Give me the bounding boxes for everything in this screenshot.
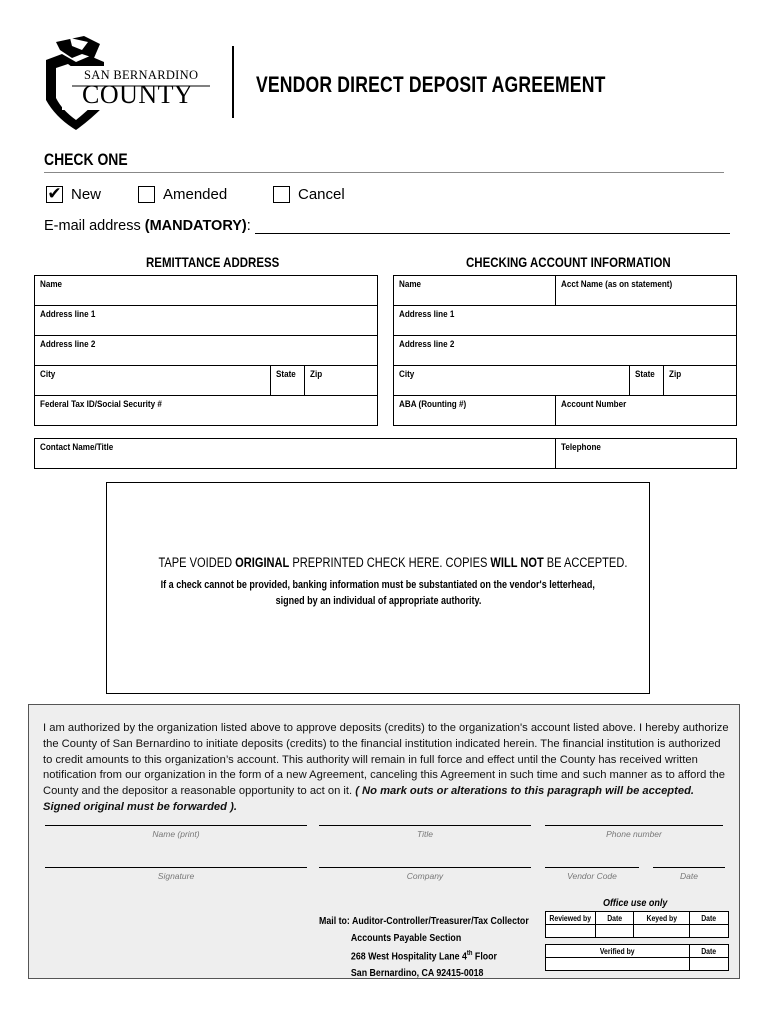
remit-taxid-label: Federal Tax ID/Social Security # — [40, 399, 162, 409]
verified-by-cell[interactable] — [546, 958, 690, 971]
chk-zip-field[interactable] — [664, 366, 737, 396]
date-label-3: Date — [701, 946, 717, 956]
name-print-line[interactable] — [45, 825, 307, 826]
company-line[interactable] — [319, 867, 531, 868]
tape-note-2 — [107, 595, 649, 607]
office-use-title: Office use only — [603, 898, 668, 909]
tape-note-signed: signed — [275, 595, 305, 607]
tape-note-must: must — [381, 579, 404, 591]
company-label: Company — [406, 871, 444, 881]
chk-name-label: Name — [399, 279, 422, 289]
county-logo — [42, 36, 217, 132]
option-cancel-label: Cancel — [298, 186, 345, 203]
checkbox-amended[interactable] — [138, 186, 155, 203]
date-header-3 — [690, 945, 729, 958]
chk-address1-label: Address line 1 — [399, 309, 455, 319]
chk-address2-label: Address line 2 — [399, 339, 455, 349]
date-header-2 — [690, 912, 729, 925]
email-field[interactable] — [255, 220, 730, 234]
remit-name-field[interactable] — [35, 276, 378, 306]
tape-note-2b: by an individual of appropriate authority. — [304, 595, 481, 607]
check-one-heading: CHECK ONE — [44, 150, 128, 169]
contact-name-label: Contact Name/Title — [40, 442, 114, 452]
email-mandatory: (MANDATORY) — [144, 218, 247, 234]
authorization-panel — [28, 704, 740, 979]
signature-line[interactable] — [45, 867, 307, 868]
chk-city-label: City — [399, 369, 415, 379]
section-divider — [44, 172, 724, 173]
remit-address2-field[interactable] — [35, 336, 378, 366]
option-new-label: New — [71, 186, 102, 203]
date-label-2: Date — [701, 913, 717, 923]
tape-instruction — [107, 555, 649, 570]
mail-to-line2: Accounts Payable Section — [350, 931, 462, 944]
date-cell-2[interactable] — [690, 925, 729, 938]
authorization-emphasis: ( No mark outs or alterations to this paragraph will be accepted. Signed original must be forwarded ). — [43, 785, 695, 813]
mail-to-line4: San Bernardino, CA 92415-0018 — [350, 967, 484, 979]
reviewed-by-cell[interactable] — [546, 925, 596, 938]
chk-acctname-label: Acct Name (as on statement) — [561, 279, 673, 289]
mail-to-line3-sup: th — [466, 950, 473, 957]
signature-label: Signature — [157, 871, 195, 881]
date-header-1 — [596, 912, 634, 925]
date-label: Date — [680, 871, 698, 881]
date-cell-3[interactable] — [690, 958, 729, 971]
mail-to-line3-floor: Floor — [472, 950, 497, 963]
remit-address1-label: Address line 1 — [40, 309, 96, 319]
mail-to-label: Mail to: — [319, 915, 352, 927]
keyed-by-cell[interactable] — [634, 925, 690, 938]
keyed-by-header — [634, 912, 690, 925]
remit-address2-label: Address line 2 — [40, 339, 96, 349]
chk-state-label: State — [635, 369, 655, 379]
email-label: E-mail address — [44, 218, 145, 234]
checking-heading: CHECKING ACCOUNT INFORMATION — [466, 254, 671, 270]
check-tape-area — [106, 482, 650, 694]
remit-state-label: State — [276, 369, 296, 379]
remit-zip-field[interactable] — [305, 366, 378, 396]
keyed-by-label: Keyed by — [646, 913, 677, 923]
name-print-label: Name (print) — [152, 829, 200, 839]
tape-text-will-not: WILL NOT — [490, 555, 544, 570]
authorization-text — [43, 721, 733, 816]
chk-account-number-label: Account Number — [561, 399, 627, 409]
mail-to-line3: 268 West Hospitality Lane 4 — [350, 950, 467, 963]
form-title: VENDOR DIRECT DEPOSIT AGREEMENT — [256, 72, 606, 97]
chk-address1-field[interactable] — [394, 306, 737, 336]
vendor-code-line[interactable] — [545, 867, 639, 868]
remit-address1-field[interactable] — [35, 306, 378, 336]
logo-text-bottom: COUNTY — [82, 80, 194, 109]
remit-city-field[interactable] — [35, 366, 271, 396]
chk-aba-label: ABA (Rounting #) — [399, 399, 467, 409]
tape-text-5: BE ACCEPTED. — [543, 555, 628, 570]
chk-acctname-field[interactable] — [556, 276, 737, 306]
contact-table — [34, 438, 737, 469]
remittance-address-table — [34, 275, 378, 426]
date-line[interactable] — [653, 867, 725, 868]
tape-note-1c: be substantiated on the vendor's letterhead, — [403, 579, 596, 591]
checkbox-cancel[interactable] — [273, 186, 290, 203]
date-label-1: Date — [607, 913, 622, 923]
chk-name-field[interactable] — [394, 276, 556, 306]
checkbox-new[interactable] — [46, 186, 63, 203]
title-divider — [232, 46, 234, 118]
remit-state-field[interactable] — [271, 366, 305, 396]
office-use-table-2 — [545, 944, 729, 971]
contact-name-field[interactable] — [35, 439, 556, 469]
reviewed-by-header — [546, 912, 596, 925]
chk-zip-label: Zip — [669, 369, 682, 379]
tape-note-1a: If a check cannot be provided, banking information — [160, 579, 382, 591]
phone-label: Phone number — [606, 829, 662, 839]
checking-account-table — [393, 275, 737, 426]
chk-city-field[interactable] — [394, 366, 630, 396]
email-row — [44, 218, 730, 234]
authorization-paragraph: I am authorized by the organization listed above to approve deposits (credits) to the organization's account listed above. I hereby authorize the County of San Bernardino to initiate deposits (credits) to the financial institution indicated herein. The financial institution is authorized to credit amounts to this organization’s account. This authority will remain in full force and effect until the County has received written notification from our organization in the form of a new Agreement, canceling this Agreement in such time and such manner as to afford the County and the depositor a reasonable opportunity to act on it. — [43, 722, 729, 798]
tape-text-original: ORIGINAL — [235, 555, 290, 570]
logo-text-top: SAN BERNARDINO — [84, 68, 199, 82]
checkmark-icon: ✔ — [47, 184, 62, 203]
mail-to-block — [319, 913, 569, 982]
verified-by-label: Verified by — [600, 946, 635, 956]
chk-aba-field[interactable] — [394, 396, 556, 426]
vendor-code-label: Vendor Code — [567, 871, 617, 881]
phone-line[interactable] — [545, 825, 723, 826]
reviewed-by-label: Reviewed by — [549, 913, 592, 923]
option-new[interactable] — [46, 186, 101, 203]
mail-to-line1: Auditor-Controller/Treasurer/Tax Collector — [351, 915, 529, 927]
email-colon: : — [246, 218, 251, 234]
chk-address2-field[interactable] — [394, 336, 737, 366]
verified-by-header — [546, 945, 690, 958]
date-cell-1[interactable] — [596, 925, 634, 938]
telephone-field[interactable] — [556, 439, 737, 469]
title-line[interactable] — [319, 825, 531, 826]
option-amended-label: Amended — [163, 186, 228, 203]
title-label: Title — [417, 829, 433, 839]
tape-text-1: TAPE VOIDED — [158, 555, 236, 570]
office-use-table-1 — [545, 911, 729, 938]
tape-text-3: PREPRINTED CHECK HERE. COPIES — [289, 555, 491, 570]
chk-state-field[interactable] — [630, 366, 664, 396]
remit-city-label: City — [40, 369, 56, 379]
tape-note-1 — [107, 579, 649, 591]
chk-account-number-field[interactable] — [556, 396, 737, 426]
option-amended[interactable] — [138, 186, 227, 203]
telephone-label: Telephone — [561, 442, 601, 452]
remit-zip-label: Zip — [310, 369, 323, 379]
option-cancel[interactable] — [273, 186, 345, 203]
remit-name-label: Name — [40, 279, 63, 289]
remit-taxid-field[interactable] — [35, 396, 378, 426]
remittance-heading: REMITTANCE ADDRESS — [146, 254, 280, 270]
